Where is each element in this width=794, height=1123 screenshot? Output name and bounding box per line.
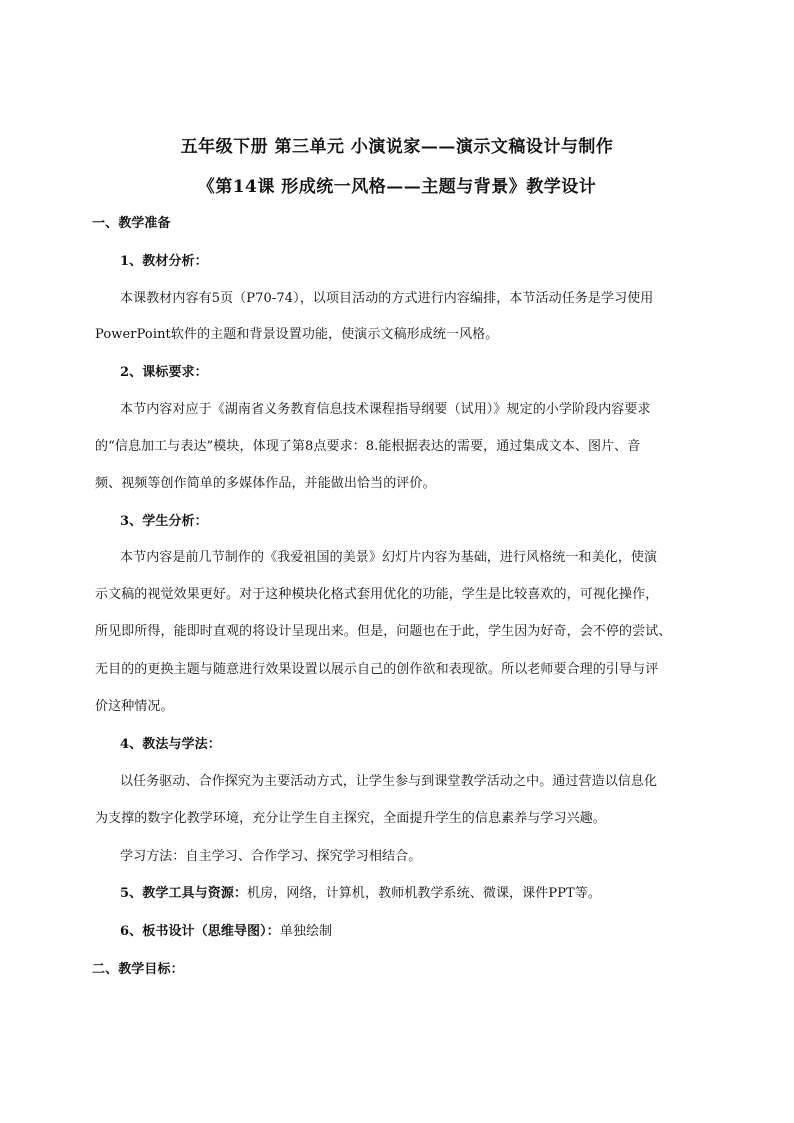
section-heading-objectives: 二、教学目标： [92,962,184,977]
paragraph-line: 本节内容是前几节制作的《我爱祖国的美景》幻灯片内容为基础，进行风格统一和美化，使演 [120,550,658,565]
title-line-1: 五年级下册 第三单元 小演说家——演示文稿设计与制作 [180,137,614,157]
board-design-text: 单独绘制 [279,924,333,939]
paragraph-line: 频、视频等创作简单的多媒体作品，并能做出恰当的评价。 [95,476,436,491]
subheading-teaching-tools: 5、教学工具与资源： [120,886,248,901]
title-line-2: 《第14课 形成统一风格——主题与背景》教学设计 [197,177,597,197]
paragraph-line: 为支撑的数字化教学环境，充分让学生自主探究，全面提升学生的信息素养与学习兴趣。 [95,811,606,826]
subheading-student-analysis: 3、学生分析： [120,514,208,529]
subheading-curriculum-requirements: 2、课标要求： [120,365,208,380]
subheading-board-design: 6、板书设计（思维导图）： [120,924,280,939]
subheading-textbook-analysis: 1、教材分析： [120,254,208,269]
paragraph-line: 学习方法：自主学习、合作学习、探究学习相结合。 [120,849,422,864]
paragraph-line: 本节内容对应于《湖南省义务教育信息技术课程指导纲要（试用）》规定的小学阶段内容要求 [120,402,651,417]
paragraph-line: 以任务驱动、合作探究为主要活动方式，让学生参与到课堂教学活动之中。通过营造以信息化 [120,774,658,789]
section-heading-preparation: 一、教学准备 [92,216,171,231]
paragraph-line: 的“信息加工与表达”模块，体现了第8点要求：8.能根据表达的需要，通过集成文本、图片、音 [95,439,641,454]
paragraph-line: PowerPoint软件的主题和背景设置功能，使演示文稿形成统一风格。 [95,327,499,342]
subheading-teaching-methods: 4、教法与学法： [120,737,221,752]
teaching-tools-text: 机房，网络，计算机，教师机教学系统、微课，课件PPT等。 [247,886,602,901]
paragraph-line: 所见即所得，能即时直观的将设计呈现出来。但是，问题也在于此，学生因为好奇，会不停的尝试、 [95,624,672,639]
teaching-tools-line [120,882,601,901]
board-design-line [120,920,332,939]
paragraph-line: 示文稿的视觉效果更好。对于这种模块化格式套用优化的功能，学生是比较喜欢的，可视化操作， [95,587,659,602]
paragraph-line: 无目的的更换主题与随意进行效果设置以展示自己的创作欲和表现欲。所以老师要合理的引导与评 [95,662,659,677]
paragraph-line: 价这种情况。 [95,699,174,714]
paragraph-line: 本课教材内容有5页（P70-74），以项目活动的方式进行内容编排，本节活动任务是学习使用 [120,291,654,306]
